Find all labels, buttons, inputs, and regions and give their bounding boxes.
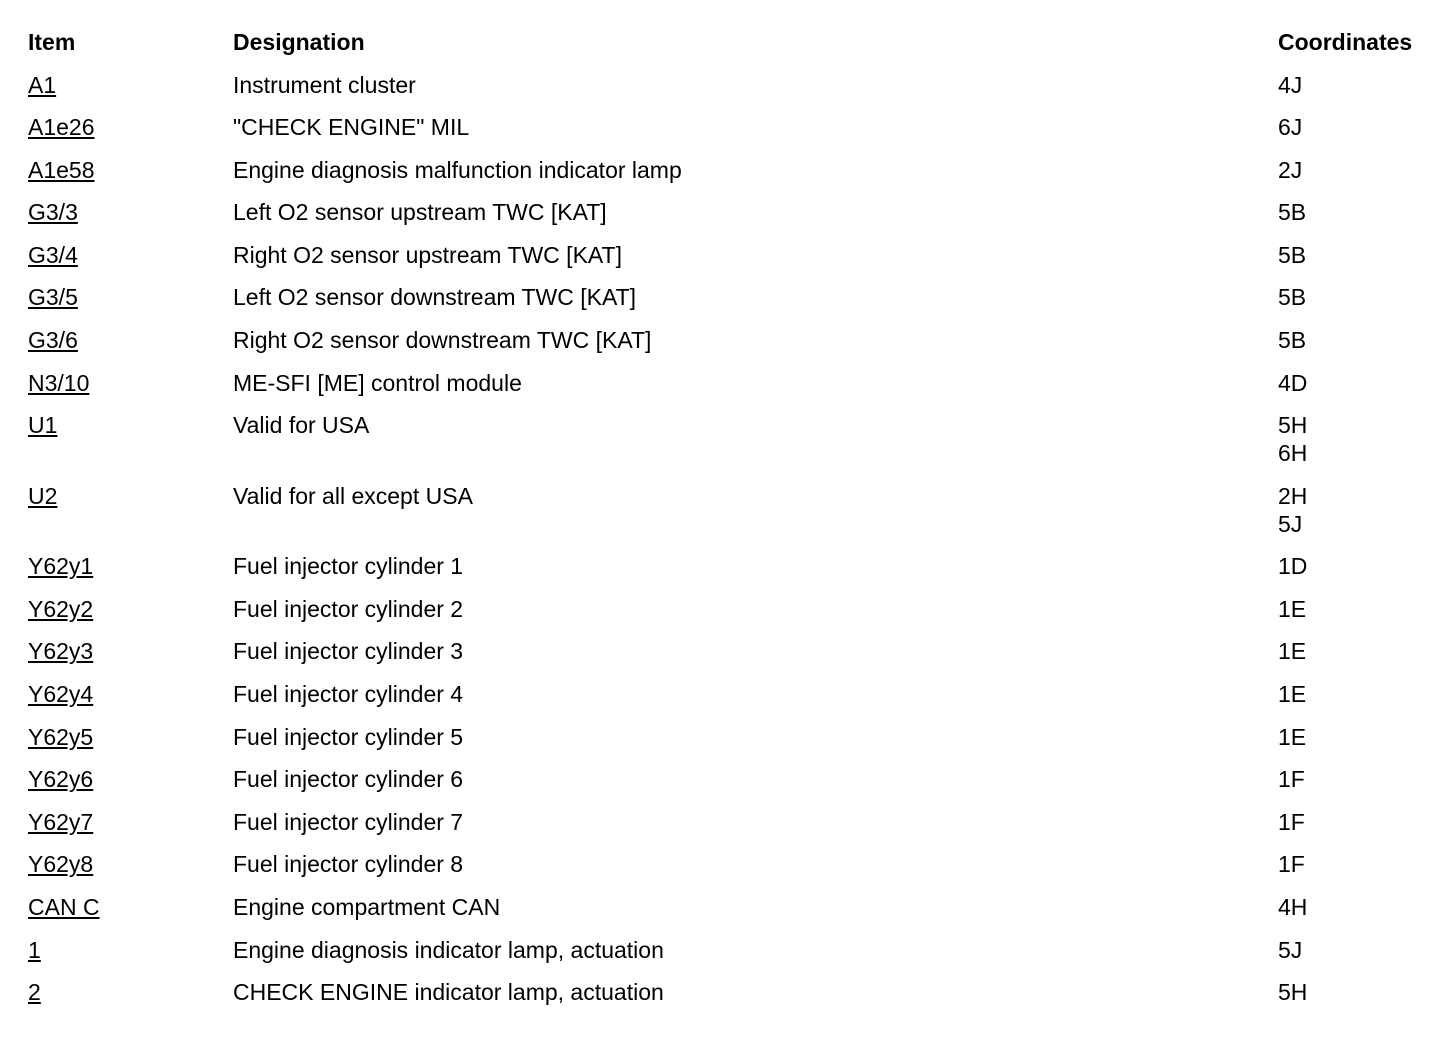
table-row [28, 765, 1448, 808]
coordinate-value: 4D [1278, 369, 1308, 396]
designation-cell: Left O2 sensor downstream TWC [KAT] [233, 284, 637, 311]
table-row [28, 156, 1448, 199]
coordinates-cell [1278, 283, 1306, 311]
coordinates-cell [1278, 936, 1302, 964]
item-link[interactable]: Y62y4 [28, 681, 94, 708]
item-link[interactable]: U2 [28, 482, 58, 509]
table-row [28, 723, 1448, 766]
item-cell [28, 113, 95, 141]
coordinate-value: 1E [1278, 638, 1307, 665]
coordinates-cell [1278, 482, 1307, 538]
item-cell [28, 808, 93, 836]
item-link[interactable]: A1e58 [28, 156, 95, 183]
coordinate-value: 4J [1278, 71, 1303, 98]
component-legend-table [28, 28, 1448, 1021]
coordinate-value: 1D [1278, 553, 1308, 580]
designation-cell: Engine diagnosis indicator lamp, actuation [233, 936, 664, 963]
designation-cell: Fuel injector cylinder 7 [233, 808, 464, 835]
item-link[interactable]: Y62y5 [28, 723, 94, 750]
designation-cell: Fuel injector cylinder 1 [233, 553, 464, 580]
table-row [28, 241, 1448, 284]
designation-cell: Valid for all except USA [233, 482, 473, 509]
coordinate-value: 1E [1278, 723, 1307, 750]
coordinates-cell [1278, 637, 1306, 665]
designation-cell: Fuel injector cylinder 3 [233, 638, 464, 665]
coordinate-value: 1F [1278, 851, 1305, 878]
coordinate-value: 6J [1278, 114, 1303, 141]
coordinate-value: 2J [1278, 156, 1303, 183]
coordinates-cell [1278, 893, 1307, 921]
item-link[interactable]: Y62y8 [28, 851, 94, 878]
designation-cell: Fuel injector cylinder 8 [233, 851, 464, 878]
coordinate-value: 1E [1278, 681, 1307, 708]
header-designation: Designation [233, 29, 365, 55]
designation-cell: Fuel injector cylinder 4 [233, 681, 464, 708]
item-link[interactable]: G3/3 [28, 199, 78, 226]
table-row [28, 198, 1448, 241]
item-link[interactable]: A1 [28, 71, 57, 98]
table-row [28, 680, 1448, 723]
item-cell [28, 850, 93, 878]
coordinates-cell [1278, 156, 1302, 184]
header-item: Item [28, 29, 76, 55]
table-row [28, 113, 1448, 156]
table-row [28, 326, 1448, 369]
item-link[interactable]: Y62y1 [28, 553, 94, 580]
item-cell [28, 326, 78, 354]
table-row [28, 552, 1448, 595]
coordinates-cell [1278, 241, 1306, 269]
designation-cell: Right O2 sensor upstream TWC [KAT] [233, 241, 622, 268]
item-cell [28, 411, 57, 439]
coordinate-value: 5H [1278, 979, 1308, 1006]
coordinate-value: 5B [1278, 327, 1307, 354]
coordinates-cell [1278, 326, 1306, 354]
table-row [28, 893, 1448, 936]
item-link[interactable]: G3/6 [28, 327, 78, 354]
table-header-row [28, 28, 1448, 59]
coordinates-cell [1278, 113, 1302, 141]
item-link[interactable]: G3/5 [28, 284, 78, 311]
designation-cell: Left O2 sensor upstream TWC [KAT] [233, 199, 607, 226]
item-cell [28, 369, 89, 397]
coordinates-cell [1278, 680, 1306, 708]
coordinate-value: 1E [1278, 595, 1307, 622]
coordinate-value: 1F [1278, 766, 1305, 793]
designation-cell: Fuel injector cylinder 5 [233, 723, 464, 750]
coordinates-cell [1278, 71, 1302, 99]
coordinates-cell [1278, 765, 1305, 793]
item-cell [28, 482, 57, 510]
item-cell [28, 765, 93, 793]
designation-cell: "CHECK ENGINE" MIL [233, 114, 470, 141]
coordinate-value: 5B [1278, 284, 1307, 311]
item-link[interactable]: Y62y2 [28, 595, 94, 622]
coordinates-cell [1278, 198, 1306, 226]
table-row [28, 978, 1448, 1021]
table-row [28, 369, 1448, 412]
item-cell [28, 637, 93, 665]
table-row [28, 71, 1448, 114]
designation-cell: Instrument cluster [233, 71, 416, 98]
item-cell [28, 893, 100, 921]
coordinate-value: 5J [1278, 510, 1303, 537]
item-cell [28, 198, 78, 226]
designation-cell: Valid for USA [233, 412, 370, 439]
coordinates-cell [1278, 595, 1306, 623]
item-link[interactable]: Y62y7 [28, 808, 94, 835]
item-link[interactable]: A1e26 [28, 114, 95, 141]
table-row [28, 936, 1448, 979]
item-cell [28, 680, 93, 708]
coordinates-cell [1278, 808, 1305, 836]
table-row [28, 482, 1448, 553]
item-cell [28, 595, 93, 623]
table-row [28, 283, 1448, 326]
item-link[interactable]: Y62y3 [28, 638, 94, 665]
coordinate-value: 5J [1278, 936, 1303, 963]
item-cell [28, 723, 93, 751]
coordinate-value: 4H [1278, 894, 1308, 920]
header-coordinates: Coordinates [1278, 29, 1413, 55]
coordinates-cell [1278, 369, 1307, 397]
designation-cell: Right O2 sensor downstream TWC [KAT] [233, 327, 652, 354]
coordinate-value: 5B [1278, 241, 1307, 268]
item-cell [28, 156, 95, 184]
coordinate-value: 5B [1278, 199, 1307, 226]
designation-cell: Engine compartment CAN [233, 894, 501, 920]
coordinates-cell [1278, 723, 1306, 751]
designation-cell: Engine diagnosis malfunction indicator lamp [233, 156, 682, 183]
table-row [28, 808, 1448, 851]
item-cell [28, 936, 41, 964]
table-row [28, 411, 1448, 482]
designation-cell: ME-SFI [ME] control module [233, 369, 522, 396]
table-body [28, 71, 1448, 1021]
table-row [28, 850, 1448, 893]
item-link[interactable]: 2 [28, 979, 41, 1006]
item-cell [28, 978, 41, 1006]
designation-cell: Fuel injector cylinder 2 [233, 595, 464, 622]
coordinates-cell [1278, 552, 1307, 580]
item-link[interactable]: Y62y6 [28, 766, 94, 793]
coordinates-cell [1278, 850, 1305, 878]
item-link[interactable]: G3/4 [28, 241, 78, 268]
coordinates-cell [1278, 411, 1307, 467]
table-row [28, 637, 1448, 680]
item-link[interactable]: 1 [28, 936, 41, 963]
table-row [28, 595, 1448, 638]
item-link[interactable]: CAN C [28, 894, 100, 920]
item-link[interactable]: N3/10 [28, 369, 90, 396]
coordinates-cell [1278, 978, 1307, 1006]
item-cell [28, 552, 93, 580]
item-link[interactable]: U1 [28, 412, 58, 439]
coordinate-value: 5H [1278, 412, 1308, 439]
designation-cell: Fuel injector cylinder 6 [233, 766, 464, 793]
coordinate-value: 6H [1278, 440, 1308, 467]
designation-cell: CHECK ENGINE indicator lamp, actuation [233, 979, 664, 1006]
item-cell [28, 241, 78, 269]
item-cell [28, 71, 56, 99]
coordinate-value: 1F [1278, 808, 1305, 835]
item-cell [28, 283, 78, 311]
coordinate-value: 2H [1278, 482, 1308, 509]
